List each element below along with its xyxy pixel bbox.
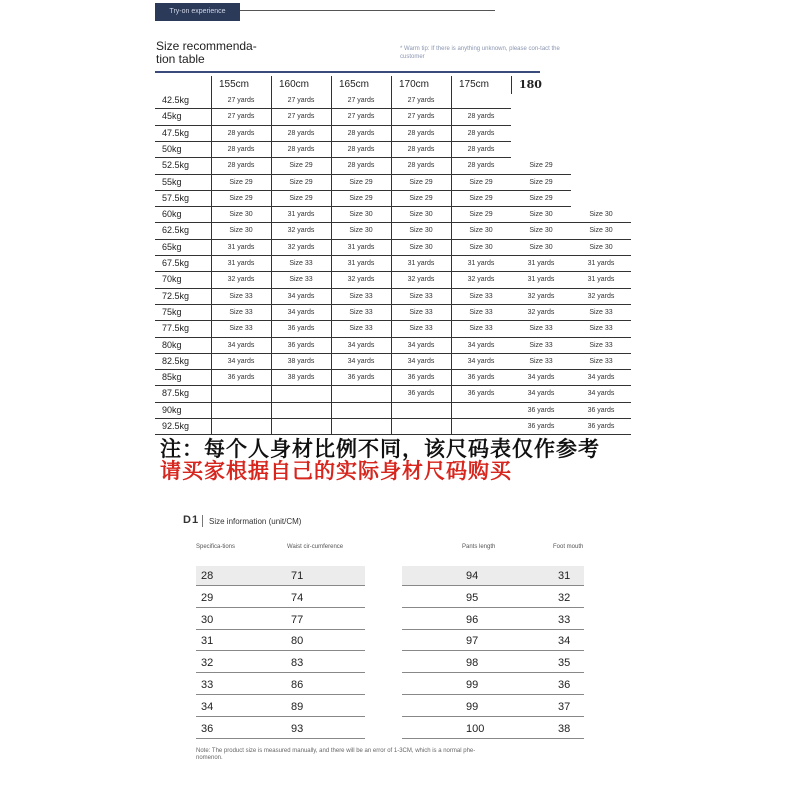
column-header: 175cm bbox=[459, 79, 490, 90]
table-cell: Size 33 bbox=[589, 325, 613, 333]
weight-label: 92.5kg bbox=[162, 421, 190, 431]
table-cell: 28 yards bbox=[467, 162, 495, 170]
table-cell: Size 33 bbox=[469, 292, 493, 300]
notice-line-1: 注：每个人身材比例不同，该尺码表仅作参考 bbox=[160, 437, 600, 461]
table-cell: 27 yards bbox=[407, 113, 435, 121]
table-cell: Size 33 bbox=[349, 325, 373, 333]
weight-label: 85kg bbox=[162, 372, 182, 383]
table-cell: 32 yards bbox=[287, 227, 315, 235]
foot-mouth-value: 32 bbox=[558, 591, 571, 604]
table-cell: 34 yards bbox=[287, 292, 315, 300]
table-cell: 32 yards bbox=[347, 276, 375, 284]
column-separator bbox=[391, 76, 392, 94]
table-cell: Size 33 bbox=[229, 308, 253, 316]
weight-label: 77.5kg bbox=[162, 323, 190, 334]
foot-mouth-value: 34 bbox=[558, 635, 571, 648]
foot-mouth-value: 37 bbox=[558, 700, 571, 713]
column-separator bbox=[211, 93, 212, 435]
table-cell: 34 yards bbox=[227, 341, 255, 349]
row-line bbox=[196, 672, 365, 673]
badge-separator bbox=[202, 515, 203, 527]
weight-label: 75kg bbox=[162, 306, 182, 317]
table-cell: 36 yards bbox=[227, 374, 255, 382]
column-header: 170cm bbox=[399, 79, 430, 90]
table-cell: 34 yards bbox=[347, 341, 375, 349]
weight-label: 70kg bbox=[162, 274, 182, 285]
title-line-1: Size recommenda- bbox=[156, 39, 257, 53]
table-cell: Size 29 bbox=[349, 194, 373, 202]
spec-value: 29 bbox=[201, 591, 214, 604]
divider bbox=[240, 10, 495, 11]
column-separator bbox=[451, 93, 452, 435]
section-badge: D1 bbox=[183, 514, 200, 526]
weight-label: 55kg bbox=[162, 176, 182, 187]
table-cell: Size 30 bbox=[529, 227, 553, 235]
foot-mouth-value: 35 bbox=[558, 657, 571, 670]
row-line bbox=[196, 650, 365, 651]
table-cell: 28 yards bbox=[347, 129, 375, 137]
table-cell: Size 33 bbox=[529, 325, 553, 333]
table-cell: Size 33 bbox=[529, 357, 553, 365]
waist-value: 93 bbox=[291, 722, 304, 735]
table-cell: 36 yards bbox=[407, 374, 435, 382]
row-line bbox=[196, 607, 365, 608]
row-line bbox=[402, 716, 584, 717]
table-cell: Size 30 bbox=[409, 227, 433, 235]
table-cell: 28 yards bbox=[227, 129, 255, 137]
weight-label: 47.5kg bbox=[162, 127, 190, 138]
table-cell: Size 33 bbox=[589, 341, 613, 349]
table-cell: Size 33 bbox=[589, 357, 613, 365]
column-header: 160cm bbox=[279, 79, 310, 90]
table-cell: 38 yards bbox=[287, 374, 315, 382]
row-line bbox=[196, 716, 365, 717]
table-cell: 34 yards bbox=[587, 390, 615, 398]
table-cell: Size 30 bbox=[409, 243, 433, 251]
row-line bbox=[196, 694, 365, 695]
row-line bbox=[402, 694, 584, 695]
header-foot-mouth: Foot mouth bbox=[553, 544, 584, 550]
table-cell: Size 30 bbox=[229, 227, 253, 235]
header-specifications: Specifica-tions bbox=[196, 544, 236, 550]
spec-value: 34 bbox=[201, 700, 214, 713]
table-cell: 34 yards bbox=[587, 374, 615, 382]
table-cell: Size 33 bbox=[289, 276, 313, 284]
table-cell: 28 yards bbox=[347, 145, 375, 153]
table-cell: 31 yards bbox=[587, 260, 615, 267]
table-cell: 36 yards bbox=[587, 406, 615, 414]
table-cell: 34 yards bbox=[467, 357, 495, 365]
weight-label: 60kg bbox=[162, 209, 182, 220]
table-cell: 27 yards bbox=[287, 113, 315, 121]
waist-value: 83 bbox=[291, 657, 304, 670]
table-cell: Size 30 bbox=[409, 211, 433, 219]
table-cell: Size 29 bbox=[349, 178, 373, 186]
table-cell: 28 yards bbox=[227, 162, 255, 170]
table-cell: 34 yards bbox=[227, 357, 255, 365]
row-line bbox=[402, 629, 584, 630]
table-cell: 28 yards bbox=[467, 113, 495, 121]
table-cell: 27 yards bbox=[407, 97, 435, 104]
weight-label: 52.5kg bbox=[162, 160, 190, 171]
column-separator bbox=[331, 93, 332, 435]
table-cell: Size 33 bbox=[409, 308, 433, 316]
row-line bbox=[402, 738, 584, 739]
table-cell: 28 yards bbox=[407, 162, 435, 170]
table-cell: 32 yards bbox=[407, 276, 435, 284]
table-cell: 32 yards bbox=[527, 292, 555, 300]
table-cell: 34 yards bbox=[527, 374, 555, 382]
table-cell: 27 yards bbox=[227, 97, 255, 104]
table-cell: 31 yards bbox=[527, 260, 555, 267]
table-cell: 28 yards bbox=[227, 145, 255, 153]
row-line bbox=[402, 672, 584, 673]
table-cell: 34 yards bbox=[527, 390, 555, 398]
row-line bbox=[196, 738, 365, 739]
table-cell: Size 29 bbox=[469, 211, 493, 219]
table-cell: Size 33 bbox=[349, 308, 373, 316]
table-cell: 27 yards bbox=[347, 113, 375, 121]
weight-label: 57.5kg bbox=[162, 192, 190, 203]
pants-length-value: 99 bbox=[466, 679, 479, 691]
row-line bbox=[196, 629, 365, 630]
pants-length-value: 99 bbox=[466, 700, 479, 713]
column-separator bbox=[271, 76, 272, 94]
table-cell: Size 29 bbox=[229, 194, 253, 202]
table-cell: 31 yards bbox=[227, 260, 255, 267]
table-cell: Size 30 bbox=[529, 243, 553, 251]
table-cell: Size 29 bbox=[229, 178, 253, 186]
table-cell: Size 29 bbox=[289, 162, 313, 170]
weight-label: 72.5kg bbox=[162, 290, 190, 301]
table-cell: Size 33 bbox=[469, 325, 493, 333]
spec-value: 31 bbox=[201, 635, 214, 648]
table-cell: Size 33 bbox=[589, 308, 613, 316]
pants-length-value: 96 bbox=[466, 613, 479, 626]
column-header: 165cm bbox=[339, 79, 370, 90]
table-cell: 32 yards bbox=[527, 308, 555, 316]
table-cell: 32 yards bbox=[287, 243, 315, 251]
table-cell: Size 30 bbox=[589, 243, 613, 251]
weight-label: 87.5kg bbox=[162, 388, 190, 399]
table-cell: 34 yards bbox=[287, 308, 315, 316]
column-separator bbox=[331, 76, 332, 94]
measurement-note: Note: The product size is measured manually, and there will be an error of 1-3CM, which is a normal phe-nomenon. bbox=[196, 748, 476, 761]
recommendation-title bbox=[156, 40, 257, 66]
table-header-line bbox=[155, 71, 540, 73]
table-cell: 36 yards bbox=[347, 374, 375, 382]
table-cell: 28 yards bbox=[287, 145, 315, 153]
waist-value: 71 bbox=[291, 570, 304, 582]
table-cell: 31 yards bbox=[287, 211, 315, 219]
foot-mouth-value: 31 bbox=[558, 570, 571, 582]
table-cell: 34 yards bbox=[407, 357, 435, 365]
pants-length-value: 95 bbox=[466, 591, 479, 604]
waist-value: 74 bbox=[291, 591, 304, 604]
row-line bbox=[402, 585, 584, 586]
pants-length-value: 98 bbox=[466, 657, 479, 670]
table-cell: Size 30 bbox=[229, 211, 253, 219]
weight-label: 42.5kg bbox=[162, 95, 190, 105]
table-cell: Size 30 bbox=[469, 227, 493, 235]
table-cell: Size 33 bbox=[409, 325, 433, 333]
table-cell: 31 yards bbox=[527, 276, 555, 284]
foot-mouth-value: 36 bbox=[558, 679, 571, 691]
weight-label: 62.5kg bbox=[162, 225, 190, 236]
table-cell: Size 30 bbox=[469, 243, 493, 251]
table-cell: 36 yards bbox=[587, 423, 615, 430]
waist-value: 86 bbox=[291, 679, 304, 691]
warm-tip: * Warm tip: If there is anything unknown, please con-tact the customer bbox=[400, 46, 560, 60]
table-cell: Size 29 bbox=[529, 178, 553, 186]
table-cell: Size 33 bbox=[289, 260, 313, 267]
table-cell: Size 29 bbox=[469, 178, 493, 186]
spec-value: 33 bbox=[201, 679, 214, 691]
table-cell: Size 29 bbox=[289, 194, 313, 202]
table-cell: Size 30 bbox=[589, 211, 613, 219]
notice-line-2: 请买家根据自己的实际身材尺码购买 bbox=[160, 459, 512, 483]
table-cell: 36 yards bbox=[527, 423, 555, 430]
table-cell: 36 yards bbox=[467, 390, 495, 398]
table-cell: 34 yards bbox=[467, 341, 495, 349]
table-cell: Size 33 bbox=[529, 341, 553, 349]
table-cell: 32 yards bbox=[227, 276, 255, 284]
table-cell: Size 30 bbox=[529, 211, 553, 219]
table-cell: 28 yards bbox=[407, 129, 435, 137]
spec-value: 36 bbox=[201, 722, 214, 735]
column-separator bbox=[391, 93, 392, 435]
table-cell: 27 yards bbox=[227, 113, 255, 121]
table-cell: 34 yards bbox=[407, 341, 435, 349]
table-cell: 36 yards bbox=[407, 390, 435, 398]
spec-value: 30 bbox=[201, 613, 214, 626]
pants-length-value: 94 bbox=[466, 570, 479, 582]
table-cell: Size 33 bbox=[229, 325, 253, 333]
row-line bbox=[196, 585, 365, 586]
row-line bbox=[402, 650, 584, 651]
table-cell: Size 33 bbox=[229, 292, 253, 300]
weight-label: 67.5kg bbox=[162, 258, 190, 268]
table-cell: Size 30 bbox=[589, 227, 613, 235]
table-cell: Size 29 bbox=[529, 194, 553, 202]
table-cell: Size 33 bbox=[349, 292, 373, 300]
table-cell: 31 yards bbox=[467, 260, 495, 267]
table-cell: Size 29 bbox=[409, 194, 433, 202]
row-line bbox=[155, 434, 631, 435]
table-cell: 31 yards bbox=[227, 243, 255, 251]
column-separator bbox=[511, 76, 512, 94]
weight-label: 50kg bbox=[162, 143, 182, 154]
column-separator bbox=[451, 76, 452, 94]
table-cell: 27 yards bbox=[347, 97, 375, 104]
table-cell: 28 yards bbox=[287, 129, 315, 137]
table-cell: Size 33 bbox=[409, 292, 433, 300]
waist-value: 89 bbox=[291, 700, 304, 713]
column-header: 155cm bbox=[219, 79, 250, 90]
pants-length-value: 100 bbox=[466, 722, 485, 735]
header-waist: Waist cir-cumference bbox=[287, 544, 344, 550]
column-separator bbox=[211, 76, 212, 94]
table-cell: 34 yards bbox=[347, 357, 375, 365]
table-cell: 28 yards bbox=[407, 145, 435, 153]
weight-label: 82.5kg bbox=[162, 355, 190, 366]
waist-value: 80 bbox=[291, 635, 304, 648]
column-separator bbox=[271, 93, 272, 435]
table-cell: Size 29 bbox=[409, 178, 433, 186]
table-cell: Size 30 bbox=[349, 227, 373, 235]
table-cell: 32 yards bbox=[587, 292, 615, 300]
table-cell: Size 30 bbox=[349, 211, 373, 219]
table-cell: Size 29 bbox=[289, 178, 313, 186]
waist-value: 77 bbox=[291, 613, 304, 626]
column-header: 180 bbox=[519, 78, 542, 91]
table-cell: 36 yards bbox=[527, 406, 555, 414]
weight-label: 65kg bbox=[162, 241, 182, 252]
foot-mouth-value: 38 bbox=[558, 722, 571, 735]
table-cell: 38 yards bbox=[287, 357, 315, 365]
spec-value: 32 bbox=[201, 657, 214, 670]
table-cell: Size 29 bbox=[529, 162, 553, 170]
table-cell: Size 29 bbox=[469, 194, 493, 202]
table-cell: 27 yards bbox=[287, 97, 315, 104]
table-cell: 28 yards bbox=[347, 162, 375, 170]
weight-label: 90kg bbox=[162, 404, 182, 415]
table-cell: Size 33 bbox=[469, 308, 493, 316]
title-line-2: tion table bbox=[156, 52, 205, 66]
spec-value: 28 bbox=[201, 570, 214, 582]
table-cell: 31 yards bbox=[347, 243, 375, 251]
table-cell: 31 yards bbox=[347, 260, 375, 267]
table-cell: 31 yards bbox=[587, 276, 615, 284]
table-cell: 28 yards bbox=[467, 145, 495, 153]
pants-length-value: 97 bbox=[466, 635, 479, 648]
header-pants-length: Pants length bbox=[462, 544, 496, 550]
table-cell: 36 yards bbox=[467, 374, 495, 382]
table-cell: 36 yards bbox=[287, 341, 315, 349]
table-cell: 28 yards bbox=[467, 129, 495, 137]
banner: Try-on experience bbox=[155, 3, 240, 21]
weight-label: 45kg bbox=[162, 111, 182, 122]
table-cell: 31 yards bbox=[407, 260, 435, 267]
table-cell: 32 yards bbox=[467, 276, 495, 284]
size-info-title: Size information (unit/CM) bbox=[209, 517, 302, 526]
weight-label: 80kg bbox=[162, 339, 182, 350]
table-cell: 36 yards bbox=[287, 325, 315, 333]
row-line bbox=[402, 607, 584, 608]
foot-mouth-value: 33 bbox=[558, 613, 571, 626]
